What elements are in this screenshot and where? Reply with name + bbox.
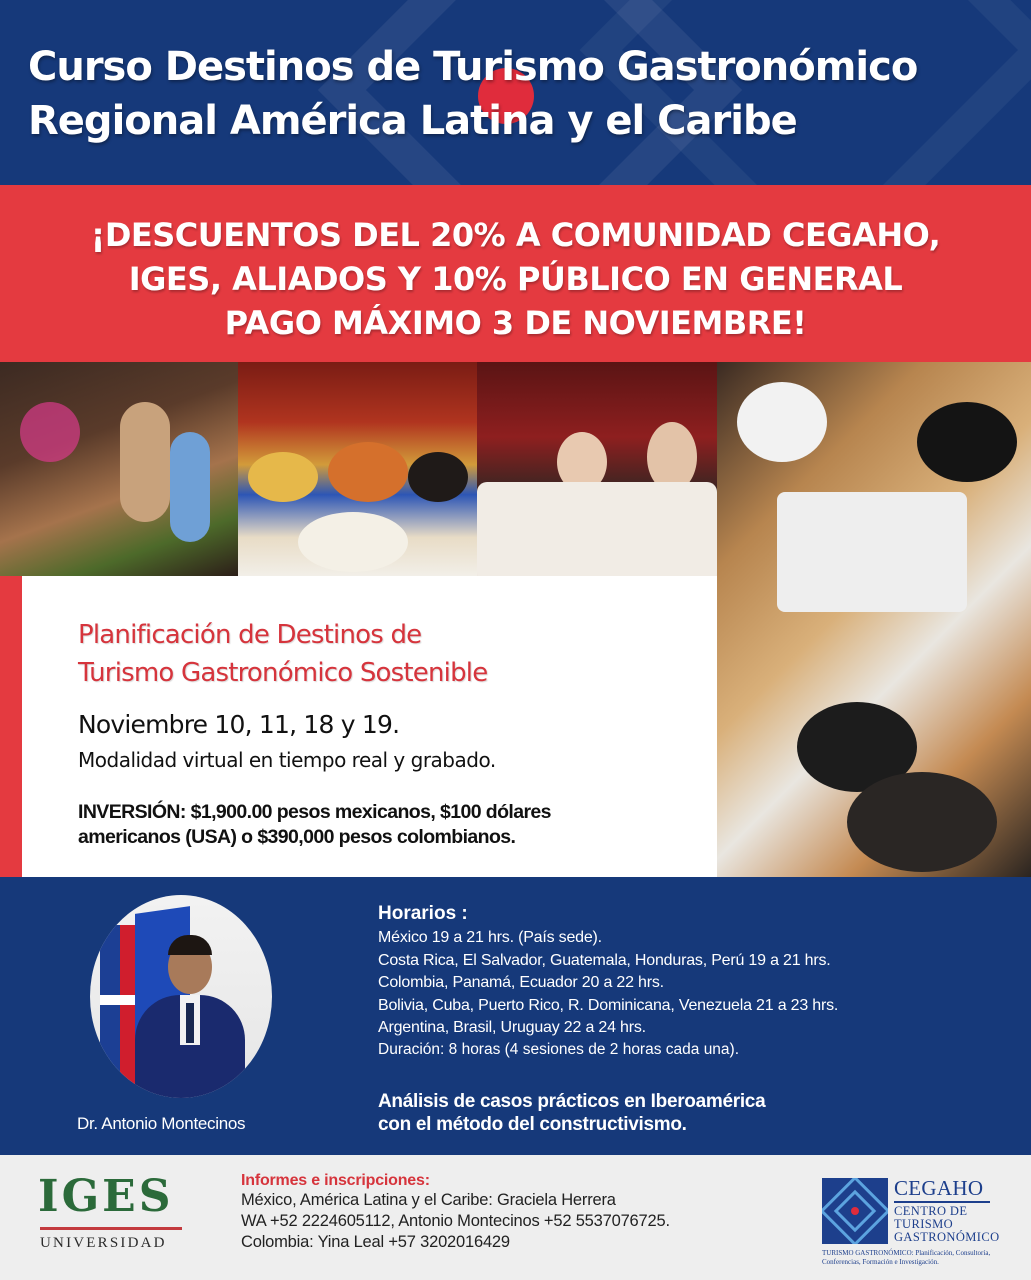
course-duration: Duración: 8 horas (4 sesiones de 2 horas cada una).	[378, 1041, 740, 1058]
contact-line: Colombia: Yina Leal +57 3202016429	[241, 1233, 510, 1251]
method-statement	[378, 1090, 765, 1136]
investment-line: americanos (USA) o $390,000 pesos colombianos.	[78, 826, 516, 848]
photo-cooking-class	[0, 362, 238, 576]
course-modality: Modalidad virtual en tiempo real y grabado.	[78, 748, 496, 772]
discount-line: ¡DESCUENTOS DEL 20% A COMUNIDAD CEGAHO,	[90, 216, 941, 254]
course-investment	[78, 800, 698, 850]
title-line: Regional América Latina y el Caribe	[28, 98, 797, 144]
iges-logo-name: IGES	[38, 1171, 174, 1222]
header-banner	[0, 0, 1031, 185]
photo-restaurant-dinner	[477, 362, 717, 576]
schedule-item: Costa Rica, El Salvador, Guatemala, Honduras, Perú 19 a 21 hrs.	[378, 951, 831, 969]
subtitle-line: Planificación de Destinos de	[78, 620, 422, 650]
accent-bar	[0, 576, 22, 877]
discount-line: IGES, ALIADOS Y 10% PÚBLICO EN GENERAL	[128, 260, 903, 298]
contact-line: México, América Latina y el Caribe: Graciela Herrera	[241, 1191, 616, 1209]
method-line: Análisis de casos prácticos en Iberoamérica	[378, 1091, 766, 1112]
schedule-title: Horarios :	[378, 903, 468, 924]
schedule-item: México 19 a 21 hrs. (País sede).	[378, 929, 602, 946]
page-title	[28, 40, 1018, 148]
investment-line: INVERSIÓN: $1,900.00 pesos mexicanos, $100 dólares	[78, 801, 551, 823]
speaker-portrait	[90, 895, 272, 1098]
speaker-name: Dr. Antonio Montecinos	[77, 1114, 246, 1133]
method-line: con el método del constructivismo.	[378, 1114, 687, 1135]
schedule-list	[378, 927, 838, 1040]
discount-text	[0, 213, 1031, 345]
title-line: Curso Destinos de Turismo Gastronómico	[28, 44, 918, 90]
discount-banner	[0, 185, 1031, 362]
schedule-item: Argentina, Brasil, Uruguay 22 a 24 hrs.	[378, 1019, 646, 1036]
course-dates: Noviembre 10, 11, 18 y 19.	[78, 710, 400, 739]
cegaho-logo-subtitle: CENTRO DE TURISMO GASTRONÓMICO	[894, 1204, 1000, 1244]
subtitle-line: Turismo Gastronómico Sostenible	[78, 658, 488, 688]
contact-info	[241, 1172, 670, 1253]
contact-line: WA +52 2224605112, Antonio Montecinos +52 5537076725.	[241, 1212, 670, 1230]
contact-title: Informes e inscripciones:	[241, 1172, 430, 1189]
course-subtitle	[78, 616, 698, 692]
photo-business-meeting	[717, 362, 1031, 877]
schedule-item: Colombia, Panamá, Ecuador 20 a 22 hrs.	[378, 974, 664, 991]
cegaho-tagline: TURISMO GASTRONÓMICO: Planificación, Consultoría, Conferencias, Formación e Investigación.	[822, 1249, 991, 1266]
iges-logo	[38, 1173, 182, 1252]
cegaho-logo-name: CEGAHO	[894, 1176, 984, 1200]
schedule-item: Bolivia, Cuba, Puerto Rico, R. Dominicana, Venezuela 21 a 23 hrs.	[378, 996, 839, 1014]
discount-line: PAGO MÁXIMO 3 DE NOVIEMBRE!	[224, 304, 807, 342]
cegaho-logo-icon	[822, 1178, 888, 1244]
iges-logo-subtitle: UNIVERSIDAD	[40, 1235, 167, 1251]
course-info-panel	[22, 576, 717, 877]
photo-spice-market	[238, 362, 477, 576]
